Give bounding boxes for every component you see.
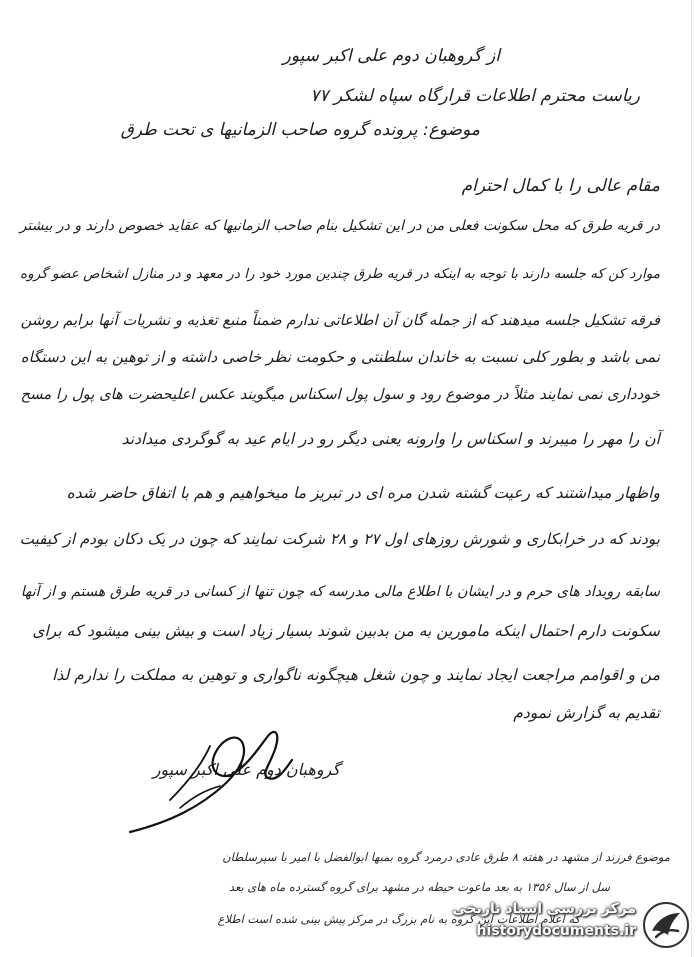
header-subject: موضوع: پرونده گروه صاحب الزمانیها ی تحت طرق — [120, 120, 480, 140]
body-line: سابقه رویداد های حرم و در ایشان با اطلاع مالی مدرسه که چون تنها از کسانی در قریه طرق هستم و از آنها — [20, 584, 660, 600]
body-line: موارد کن که جلسه دارند با توجه به اینکه در قریه طرق چندین مورد خود را در معهد و در منازل اشخاص عضو گروه — [20, 266, 660, 282]
salutation: مقام عالی را با کمال احترام — [461, 176, 660, 196]
header-to: ریاست محترم اطلاعات قرارگاه سپاه لشکر ۷۷ — [310, 86, 640, 106]
footnote-line: که اعلام اطلاعات این گروه به نام بزرگ در مرکز پیش بینی شده است اطلاع — [217, 912, 580, 926]
body-line: خودداری نمی نمایند مثلاً در موضوع رود و سول پول اسکناس میگویند عکس اعلیحضرت های پول را مسح — [20, 386, 660, 403]
body-line: واظهار میداشتند که رعیت گشته شدن مره ای در تبریز ما میخواهیم و هم با اتفاق حاضر شده — [66, 484, 660, 502]
body-line: در قریه طرق که محل سکونت فعلی من در این تشکیل بنام صاحب الزمانیها که عقاید خصوص دارند و در بیشتر — [19, 218, 660, 234]
body-line: تقدیم به گزارش نمودم — [513, 704, 660, 722]
page-edge-rule — [691, 0, 692, 957]
footnote-line: سل از سال ۱۳۵۶ به بعد ماعوت حیطه در مشهد برای گروه گسترده ماه های بعد — [228, 880, 610, 894]
book-emblem-icon — [642, 901, 690, 949]
body-line: من و اقوامم مراجعت ایجاد نمایند و چون شغل هیچگونه ناگواری و توهین به مملکت را ندارم لذا — [52, 666, 660, 684]
handwritten-signature — [110, 712, 310, 842]
watermark — [404, 899, 694, 949]
watermark-en-text: historydocuments.ir — [476, 923, 636, 939]
watermark-fa-text: مرکز بررسی اسناد تاریخی — [452, 901, 636, 917]
body-line: سکونت دارم احتمال اینکه مامورین به من بدبین شوند بسیار زیاد است و بیش بینی میشود که برای — [32, 622, 660, 640]
footnote-line: موضوع فرزند از مشهد در هفته ۸ طرق عادی درمرد گروه بمبها ابوالفضل با امیر با سپرسلطان — [222, 850, 670, 864]
body-line: نمی باشد و بطور کلی نسبت به خاندان سلطنتی و حکومت نظر خاصی داشته و از توهین به این دستگاه — [20, 348, 660, 366]
body-line: فرقه تشکیل جلسه میدهند که از جمله گان آن اطلاعاتی ندارم ضمناً منبع تغذیه و نشریات آنها برایم روشن — [20, 312, 660, 329]
body-line: آن را مهر را میبرند و اسکناس را وارونه یعنی دیگر رو در ایام عید به گوگردی میدادند — [121, 430, 660, 448]
body-line: بودند که در خرابکاری و شورش روزهای اول ۲۷ و ۲۸ شرکت نمایند که چون در یک دکان بودم از کیفیت — [19, 530, 660, 548]
header-from: از گروهبان دوم علی اکبر سپور — [282, 46, 500, 66]
signature-caption: گروهبان دوم علی اکبر سپور — [152, 760, 340, 779]
